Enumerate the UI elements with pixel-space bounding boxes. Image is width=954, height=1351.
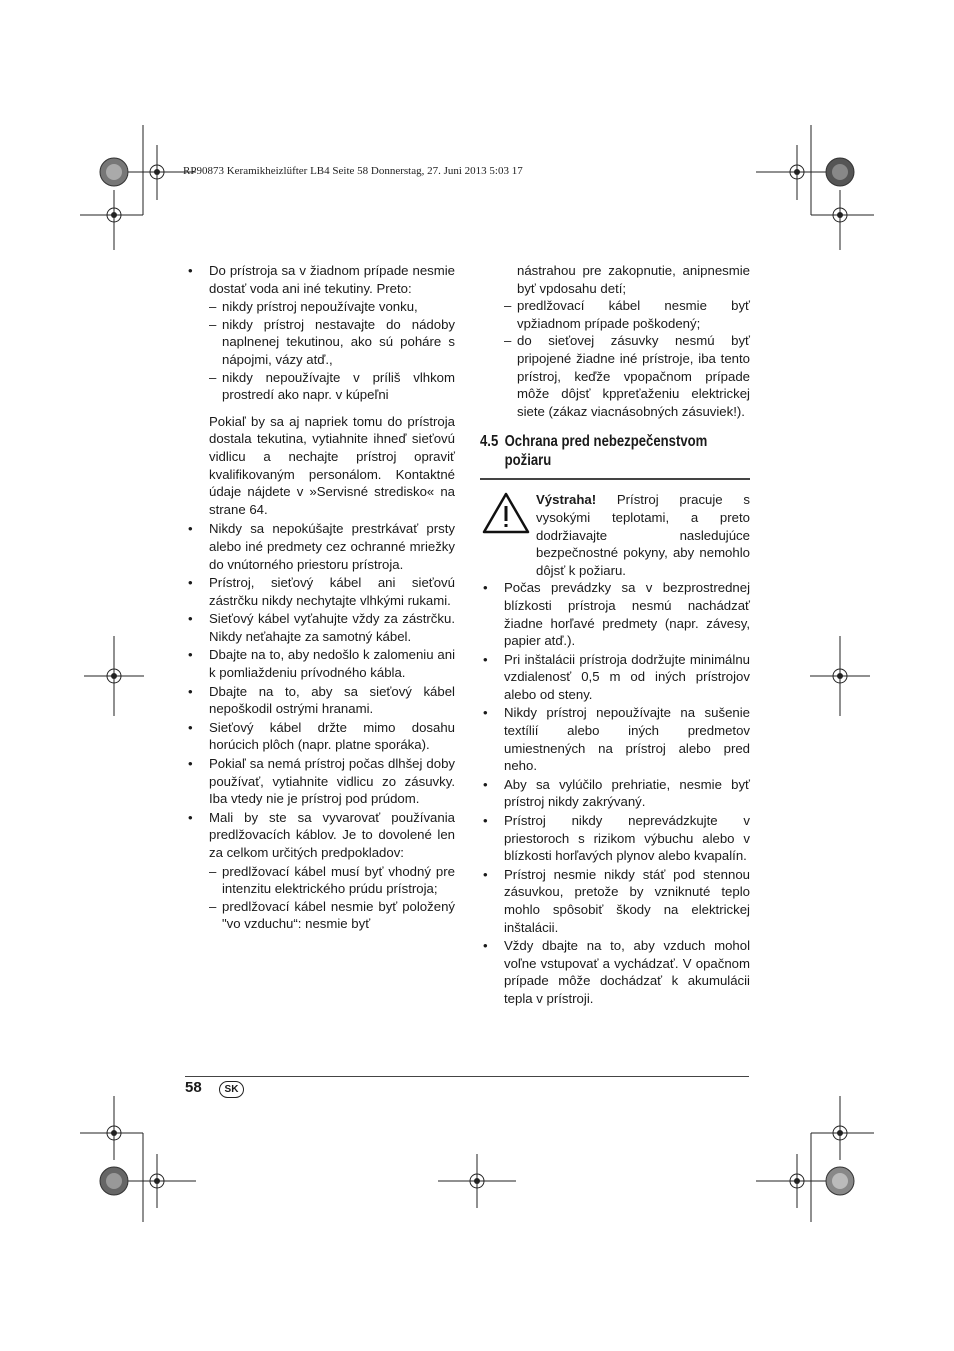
dash-item: – nikdy prístroj nepoužívajte vonku, xyxy=(185,298,455,316)
bullet-item: • Pokiaľ sa nemá prístroj počas dlhšej doby používať, vytiahnite vidlicu zo zásuvky. Iba vtedy nie je prístroj pod prúdom. xyxy=(185,755,455,808)
dash-item: – do sieťovej zásuvky nesmú byť pripojené žiadne iné prístroje, iba tento prístroj, keďže vpopačnom prípade môže dôjsť kppreťaženiu elektrickej siete (zákaz viacnásobných zásuviek!). xyxy=(480,332,750,420)
bullet-item: • Prístroj nikdy neprevádzkujte v priestoroch s rizikom výbuchu alebo v blízkosti horľavých plynov alebo kvapalín. xyxy=(480,812,750,865)
bullet-item: • Do prístroja sa v žiadnom prípade nesmie dostať voda ani iné tekutiny. Preto: xyxy=(185,262,455,297)
dash-item: – predlžovací kábel nesmie byť položený "vo vzduchu“: nesmie byť xyxy=(185,898,455,933)
bullet-item: • Sieťový kábel držte mimo dosahu horúcich plôch (napr. platne sporáka). xyxy=(185,719,455,754)
section-title-line2: požiaru xyxy=(504,452,552,470)
bullet-item: • Nikdy prístroj nepoužívajte na sušenie textílií alebo iných predmetov umiestnených na prístroj alebo pred neho. xyxy=(480,704,750,774)
dash-item: – nikdy prístroj nestavajte do nádoby naplnenej tekutinou, ako sú poháre s nápojmi, vázy atď., xyxy=(185,316,455,369)
right-column xyxy=(480,262,750,1009)
left-column xyxy=(185,262,455,933)
section-heading xyxy=(480,432,751,470)
paragraph: Pokiaľ by sa aj napriek tomu do prístroja dostala tekutina, vytiahnite ihneď sieťovú vidlicu a nechajte prístroj opraviť kvalifikovaným personálom. Kontaktné údaje nájdete v »Servisné stredisko« na strane 64. xyxy=(209,413,455,517)
dash-item: – nikdy nepoužívajte v príliš vlhkom prostredí ako napr. v kúpeľni xyxy=(185,369,455,404)
bullet-item: • Prístroj, sieťový kábel ani sieťovú zástrčku nikdy nechytajte vlhkými rukami. xyxy=(185,574,455,609)
dash-item: – predlžovací kábel nesmie byť vpžiadnom prípade poškodený; xyxy=(480,297,750,332)
bullet-item: • Počas prevádzky sa v bezprostrednej blízkosti prístroja nesmú nachádzať žiadne horľavé predmety (napr. závesy, papier atď.). xyxy=(480,579,750,649)
bullet-item: • Aby sa vylúčilo prehriatie, nesmie byť prístroj nikdy zakrývaný. xyxy=(480,776,750,811)
warning-icon xyxy=(482,491,530,535)
section-title-line1: Ochrana pred nebezpečenstvom xyxy=(504,433,708,451)
warning-block xyxy=(480,491,750,579)
section-number: 4.5 xyxy=(480,433,499,451)
dash-item-continued: nástrahou pre zakopnutie, anipnesmie byť vpdosahu detí; xyxy=(517,263,750,296)
bullet-item: • Mali by ste sa vyvarovať používania predlžovacích káblov. Je to dovolené len za celkom určitých predpokladov: xyxy=(185,809,455,862)
bullet-item: • Vždy dbajte na to, aby vzduch mohol voľne vstupovať a vychádzať. V opačnom prípade môže dochádzať k akumulácii tepla v prístroji. xyxy=(480,937,750,1007)
heading-rule xyxy=(480,478,750,480)
bullet-item: • Dbajte na to, aby sa sieťový kábel nepoškodil ostrými hranami. xyxy=(185,683,455,718)
warning-label: Výstraha! xyxy=(536,492,597,508)
dash-item: – predlžovací kábel musí byť vhodný pre intenzitu elektrického prúdu prístroja; xyxy=(185,863,455,898)
warning-text: Výstraha! Prístroj pracuje s vysokými teplotami, a preto dodržiavajte nasledujúce bezpečnostné pokyny, aby nemohlo dôjsť k požiaru. xyxy=(536,492,750,578)
page-number: 58 xyxy=(185,1079,202,1096)
bullet-item: • Sieťový kábel vyťahujte vždy za zástrčku. Nikdy neťahajte za samotný kábel. xyxy=(185,610,455,645)
bullet-item: • Nikdy sa nepokúšajte prestrkávať prsty alebo iné predmety cez ochranné mriežky do vnútorného priestoru prístroja. xyxy=(185,520,455,573)
bullet-item: • Dbajte na to, aby nedošlo k zalomeniu ani k pomliaždeniu prívodného kábla. xyxy=(185,646,455,681)
print-header: RP90873 Keramikheizlüfter LB4 Seite 58 Donnerstag, 27. Juni 2013 5:03 17 xyxy=(183,165,523,177)
language-badge: SK xyxy=(219,1081,244,1098)
bullet-item: • Prístroj nesmie nikdy stáť pod stennou zásuvkou, pretože by vzniknuté teplo mohlo spôsobiť škody na elektrickej inštalácii. xyxy=(480,866,750,936)
footer-rule xyxy=(185,1076,749,1077)
bullet-item: • Pri inštalácii prístroja dodržujte minimálnu vzdialenosť 0,5 m od iných prístrojov alebo od steny. xyxy=(480,651,750,704)
